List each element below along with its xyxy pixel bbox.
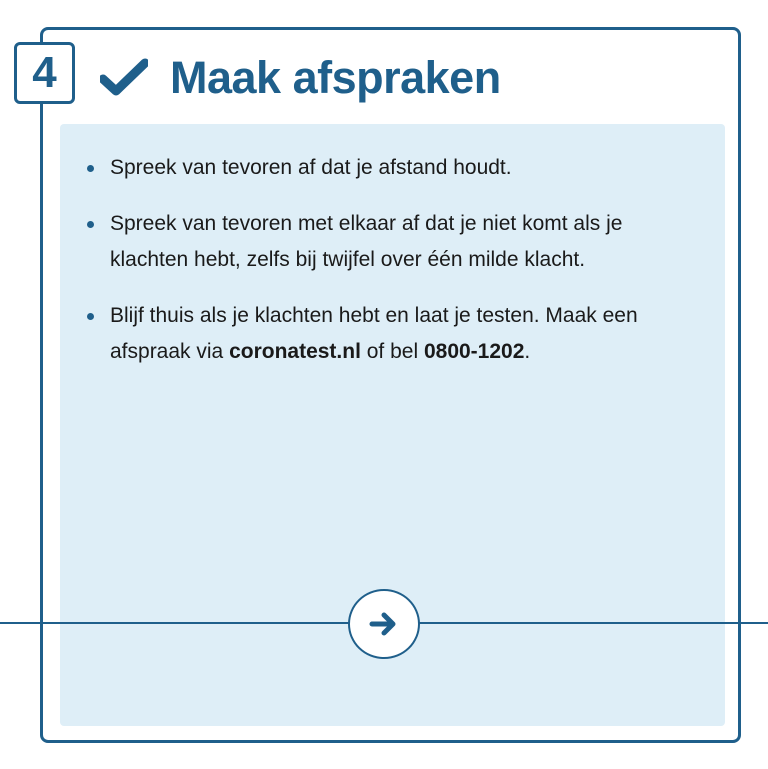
list-item xyxy=(83,150,703,186)
checkmark-icon xyxy=(100,58,148,98)
website-link[interactable]: coronatest.nl xyxy=(229,340,361,363)
bullet-dot-icon xyxy=(87,165,94,172)
bullet-text-middle: of bel xyxy=(360,340,424,363)
step-number: 4 xyxy=(32,48,57,97)
divider-line-left xyxy=(0,622,349,624)
bullet-dot-icon xyxy=(87,221,94,228)
bullet-list xyxy=(83,150,703,390)
divider-line-right xyxy=(419,622,768,624)
bullet-text-after: . xyxy=(524,340,531,363)
step-number-box xyxy=(14,42,75,104)
bullet-text-before: Blijf thuis als je klachten hebt en laat je testen. Maak een afspraak via xyxy=(110,304,638,363)
arrow-right-icon xyxy=(368,610,400,638)
page-title: Maak afspraken xyxy=(170,52,501,103)
phone-number: 0800-1202 xyxy=(423,340,525,363)
list-item xyxy=(83,206,703,278)
bullet-text: Spreek van tevoren af dat je afstand houdt. xyxy=(110,156,512,179)
next-button[interactable] xyxy=(348,589,420,659)
bullet-text: Spreek van tevoren met elkaar af dat je niet komt als je klachten hebt, zelfs bij twijfel over één milde klacht. xyxy=(110,212,623,271)
list-item xyxy=(83,298,703,370)
bullet-dot-icon xyxy=(87,313,94,320)
